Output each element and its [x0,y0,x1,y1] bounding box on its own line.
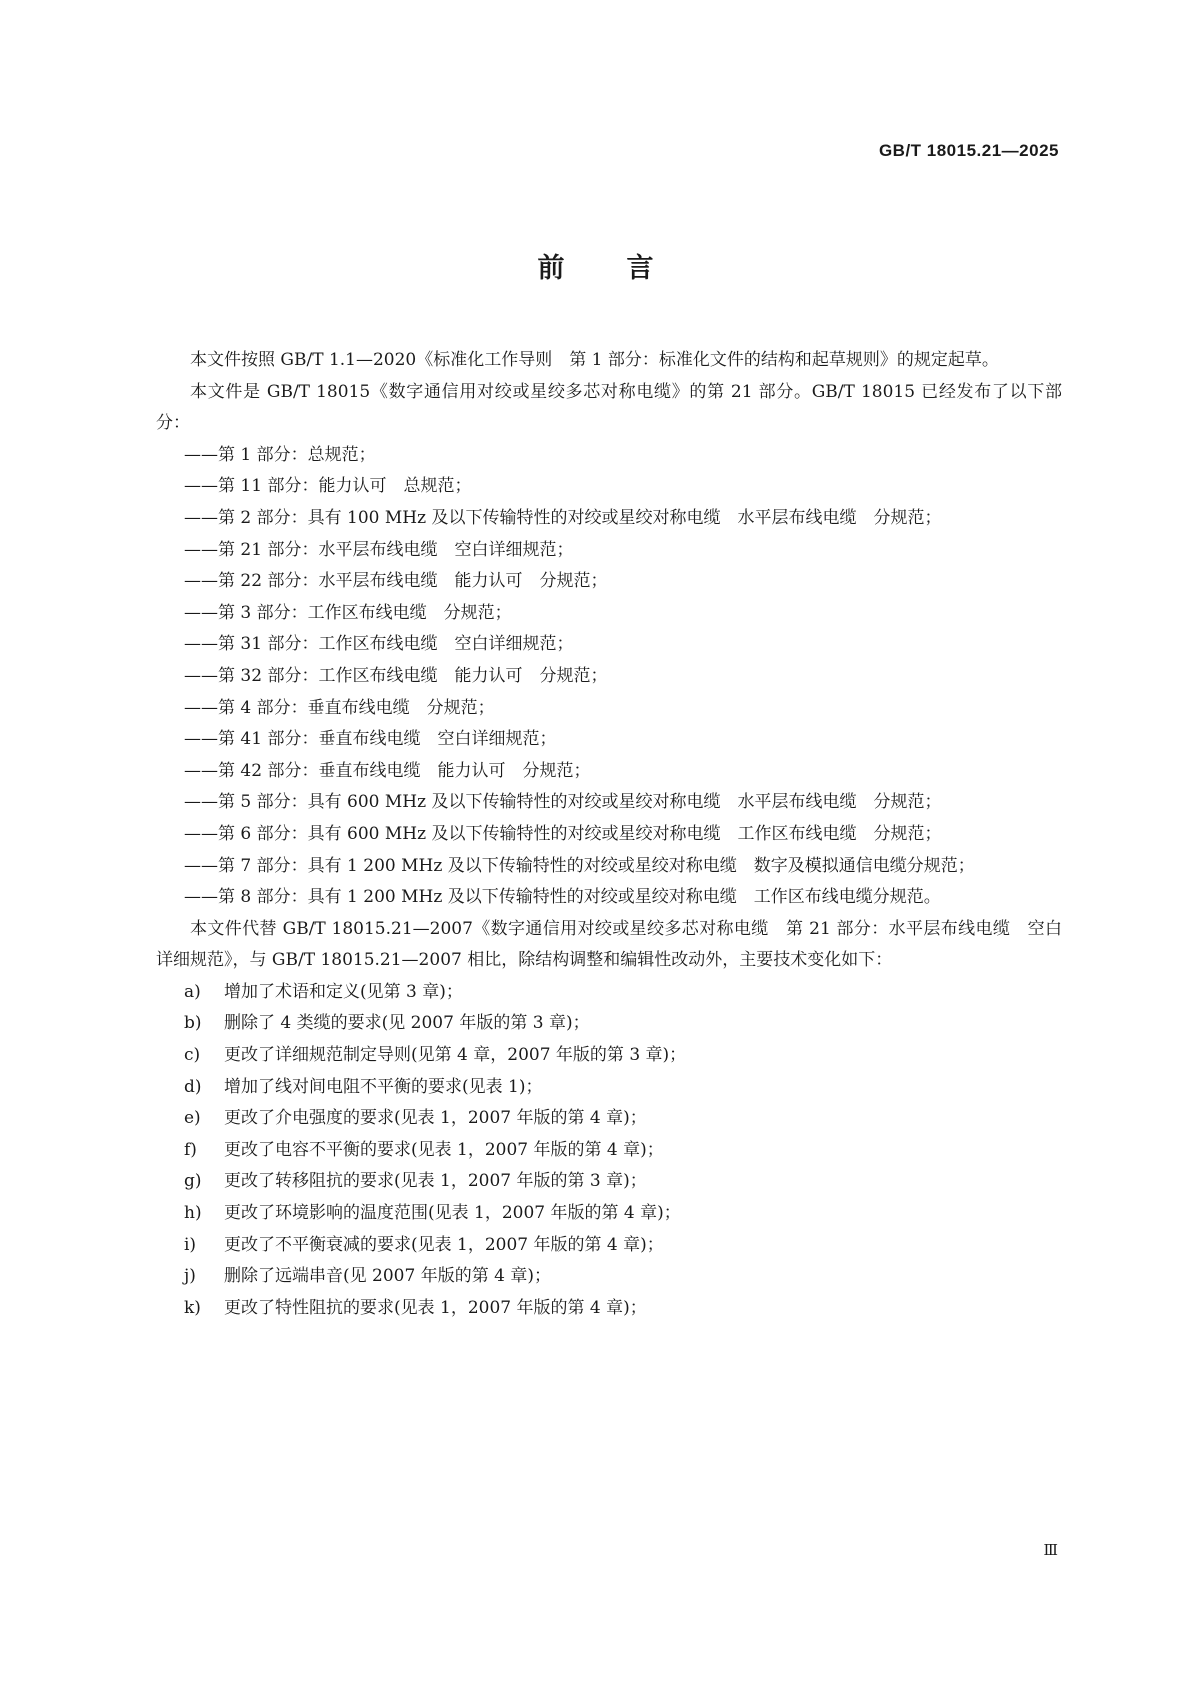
change-list-item [156,1293,1062,1325]
paragraph-series-intro: 本文件是 GB/T 18015《数字通信用对绞或星绞多芯对称电缆》的第 21 部分。GB/T 18015 已经发布了以下部分： [156,381,1062,434]
change-list-item [156,1103,1062,1135]
change-list-item [156,1198,1062,1230]
change-label: k) [184,1297,201,1318]
change-label: f) [184,1139,197,1160]
part-list-item: ——第 2 部分：具有 100 MHz 及以下传输特性的对绞或星绞对称电缆 水平层布线电缆 分规范； [184,507,942,528]
change-list-item [156,1166,1062,1198]
page-title: 前言 [537,253,716,284]
change-list-item [156,1135,1062,1167]
change-list-item [156,1008,1062,1040]
change-label: c) [184,1045,201,1066]
change-text: 删除了远端串音(见 2007 年版的第 4 章)； [224,1266,551,1287]
change-list-item [156,977,1062,1009]
change-label: b) [184,1013,202,1034]
part-list-item: ——第 31 部分：工作区布线电缆 空白详细规范； [184,634,574,655]
foreword-body [156,345,1062,1324]
change-text: 更改了详细规范制定导则(见第 4 章，2007 年版的第 3 章)； [224,1045,687,1066]
part-list-item: ——第 11 部分：能力认可 总规范； [184,476,472,497]
change-label: i) [184,1234,197,1255]
change-text: 删除了 4 类缆的要求(见 2007 年版的第 3 章)； [224,1013,590,1034]
change-text: 增加了术语和定义(见第 3 章)； [224,981,463,1002]
part-list-item: ——第 8 部分：具有 1 200 MHz 及以下传输特性的对绞或星绞对称电缆 工作区布线电缆分规范。 [184,887,941,908]
change-label: j) [184,1266,196,1287]
change-list-item [156,1230,1062,1262]
change-list-item [156,1072,1062,1104]
part-list-item: ——第 6 部分：具有 600 MHz 及以下传输特性的对绞或星绞对称电缆 工作区布线电缆 分规范； [184,823,942,844]
change-text: 增加了线对间电阻不平衡的要求(见表 1)； [224,1076,543,1097]
change-label: d) [184,1076,202,1097]
paragraph-replaces: 本文件代替 GB/T 18015.21—2007《数字通信用对绞或星绞多芯对称电缆 第 21 部分：水平层布线电缆 空白详细规范》，与 GB/T 18015.21—2007 相比，除结构调整和编辑性改动外，主要技术变化如下： [156,918,1062,971]
change-label: h) [184,1203,202,1224]
part-list-item: ——第 7 部分：具有 1 200 MHz 及以下传输特性的对绞或星绞对称电缆 数字及模拟通信电缆分规范； [184,855,975,876]
part-list-item: ——第 3 部分：工作区布线电缆 分规范； [184,602,512,623]
change-label: e) [184,1108,201,1129]
part-list-item: ——第 42 部分：垂直布线电缆 能力认可 分规范； [184,760,591,781]
part-list-item: ——第 4 部分：垂直布线电缆 分规范； [184,697,495,718]
page-number: Ⅲ [1043,1541,1058,1559]
change-text: 更改了特性阻抗的要求(见表 1，2007 年版的第 4 章)； [224,1297,647,1318]
change-text: 更改了转移阻抗的要求(见表 1，2007 年版的第 3 章)； [224,1171,647,1192]
part-list-item: ——第 1 部分：总规范； [184,444,376,465]
part-list-item: ——第 5 部分：具有 600 MHz 及以下传输特性的对绞或星绞对称电缆 水平层布线电缆 分规范； [184,792,942,813]
part-list-item: ——第 21 部分：水平层布线电缆 空白详细规范； [184,539,574,560]
change-list-item [156,1040,1062,1072]
change-label: g) [184,1171,202,1192]
part-list-item: ——第 32 部分：工作区布线电缆 能力认可 分规范； [184,665,608,686]
change-text: 更改了环境影响的温度范围(见表 1，2007 年版的第 4 章)； [224,1203,681,1224]
change-text: 更改了电容不平衡的要求(见表 1，2007 年版的第 4 章)； [224,1139,664,1160]
change-label: a) [184,981,201,1002]
paragraph-drafting-rule: 本文件按照 GB/T 1.1—2020《标准化工作导则 第 1 部分：标准化文件的结构和起草规则》的规定起草。 [190,350,999,370]
part-list-item: ——第 22 部分：水平层布线电缆 能力认可 分规范； [184,571,608,592]
change-list-item [156,1261,1062,1293]
change-text: 更改了介电强度的要求(见表 1，2007 年版的第 4 章)； [224,1108,647,1129]
part-list-item: ——第 41 部分：垂直布线电缆 空白详细规范； [184,729,557,750]
standard-code: GB/T 18015.21—2025 [878,141,1059,160]
change-text: 更改了不平衡衰减的要求(见表 1，2007 年版的第 4 章)； [224,1234,664,1255]
